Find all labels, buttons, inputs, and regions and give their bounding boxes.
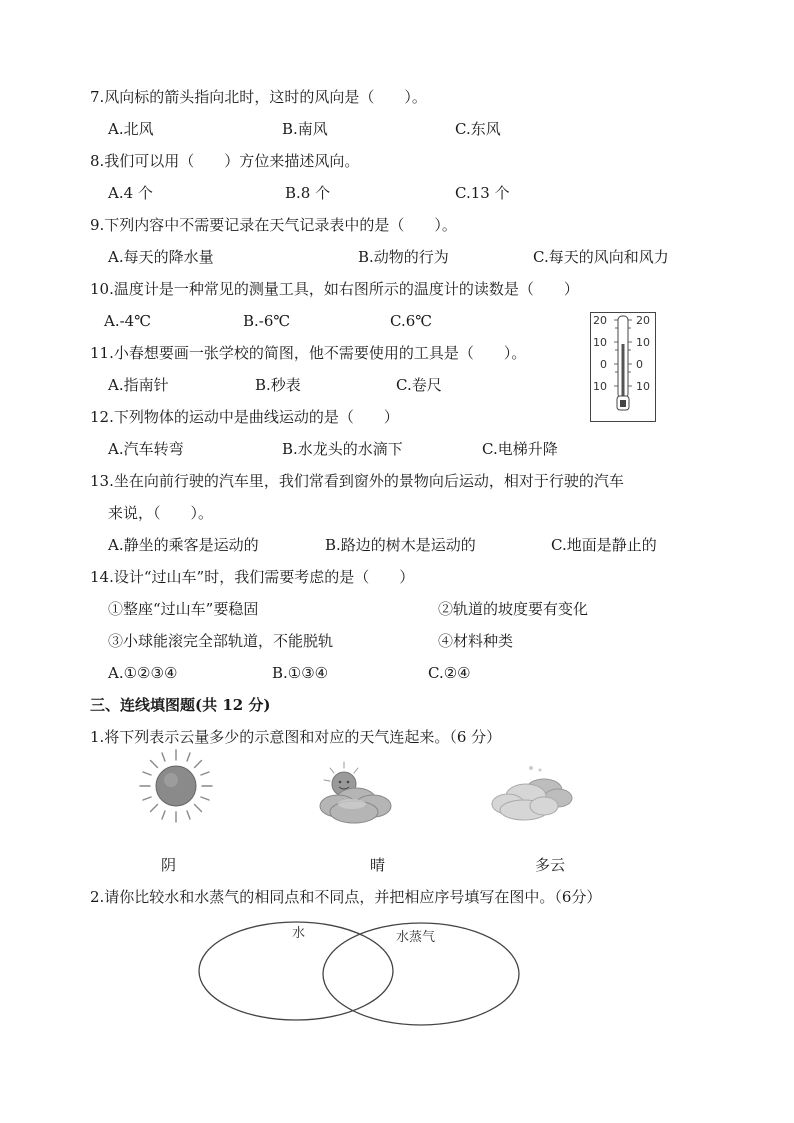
q12-option-b[interactable]: B.水龙头的水滴下	[282, 440, 403, 458]
q10-option-a[interactable]: A.-4℃	[104, 312, 151, 330]
q13-option-a[interactable]: A.静坐的乘客是运动的	[108, 536, 259, 554]
therm-label-20-left: 20	[593, 314, 607, 327]
q14-option-a[interactable]: A.①②③④	[108, 664, 178, 682]
clouds-icon	[486, 760, 576, 830]
q11-option-a[interactable]: A.指南针	[108, 376, 169, 394]
venn-diagram[interactable]	[198, 914, 522, 1028]
q13-stem-line2: 来说，（ ）。	[108, 504, 214, 522]
s3-q2-stem: 2.请你比较水和水蒸气的相同点和不同点，并把相应序号填写在图中。（6分）	[90, 888, 602, 906]
sun-behind-clouds-icon	[308, 760, 398, 830]
q9-option-b[interactable]: B.动物的行为	[358, 248, 449, 266]
q12-option-a[interactable]: A.汽车转弯	[108, 440, 184, 458]
venn-label-vapor: 水蒸气	[396, 930, 436, 945]
sun-icon	[136, 746, 216, 826]
q9-stem: 9.下列内容中不需要记录在天气记录表中的是（ ）。	[90, 216, 457, 234]
q7-stem: 7.风向标的箭头指向北时，这时的风向是（ ）。	[90, 88, 427, 106]
q10-stem: 10.温度计是一种常见的测量工具，如右图所示的温度计的读数是（ ）	[90, 280, 579, 298]
q14-option-c[interactable]: C.②④	[428, 664, 471, 682]
q8-option-c[interactable]: C.13 个	[455, 184, 510, 202]
q14-statement-3: ③小球能滚完全部轨道，不能脱轨	[108, 632, 334, 650]
therm-label-neg10-right: 10	[636, 380, 650, 393]
section3-title: 三、连线填图题(共 12 分)	[90, 696, 271, 714]
q9-option-a[interactable]: A.每天的降水量	[108, 248, 214, 266]
q14-option-b[interactable]: B.①③④	[272, 664, 329, 682]
q11-stem: 11.小春想要画一张学校的简图，他不需要使用的工具是（ ）。	[90, 344, 527, 362]
therm-label-0-right: 0	[636, 358, 643, 371]
q12-option-c[interactable]: C.电梯升降	[482, 440, 558, 458]
q8-stem: 8.我们可以用（ ）方位来描述风向。	[90, 152, 360, 170]
therm-label-0-left: 0	[600, 358, 607, 371]
q7-option-b[interactable]: B.南风	[282, 120, 328, 138]
q12-stem: 12.下列物体的运动中是曲线运动的是（ ）	[90, 408, 399, 426]
q14-statement-1: ①整座“过山车”要稳固	[108, 600, 259, 618]
therm-label-10-right: 10	[636, 336, 650, 349]
q8-option-a[interactable]: A.4 个	[108, 184, 153, 202]
weather-label-sunny: 晴	[370, 856, 386, 874]
q13-option-b[interactable]: B.路边的树木是运动的	[325, 536, 476, 554]
q8-option-b[interactable]: B.8 个	[285, 184, 331, 202]
q14-stem: 14.设计“过山车”时，我们需要考虑的是（ ）	[90, 568, 415, 586]
q13-option-c[interactable]: C.地面是静止的	[551, 536, 657, 554]
q9-option-c[interactable]: C.每天的风向和风力	[533, 248, 669, 266]
weather-label-cloudy: 多云	[535, 856, 566, 874]
thermometer-figure	[590, 312, 656, 422]
q10-option-c[interactable]: C.6℃	[390, 312, 433, 330]
q10-option-b[interactable]: B.-6℃	[243, 312, 291, 330]
q7-option-a[interactable]: A.北风	[108, 120, 154, 138]
q14-statement-4: ④材料种类	[438, 632, 514, 650]
q14-statement-2: ②轨道的坡度要有变化	[438, 600, 589, 618]
therm-label-10-left: 10	[593, 336, 607, 349]
venn-label-water: 水	[292, 926, 306, 941]
s3-q1-stem: 1.将下列表示云量多少的示意图和对应的天气连起来。（6 分）	[90, 728, 502, 746]
q7-option-c[interactable]: C.东风	[455, 120, 501, 138]
therm-label-neg10-left: 10	[593, 380, 607, 393]
q11-option-b[interactable]: B.秒表	[255, 376, 301, 394]
therm-label-20-right: 20	[636, 314, 650, 327]
q13-stem-line1: 13.坐在向前行驶的汽车里，我们常看到窗外的景物向后运动，相对于行驶的汽车	[90, 472, 624, 490]
weather-label-overcast: 阴	[161, 856, 177, 874]
q11-option-c[interactable]: C.卷尺	[396, 376, 442, 394]
